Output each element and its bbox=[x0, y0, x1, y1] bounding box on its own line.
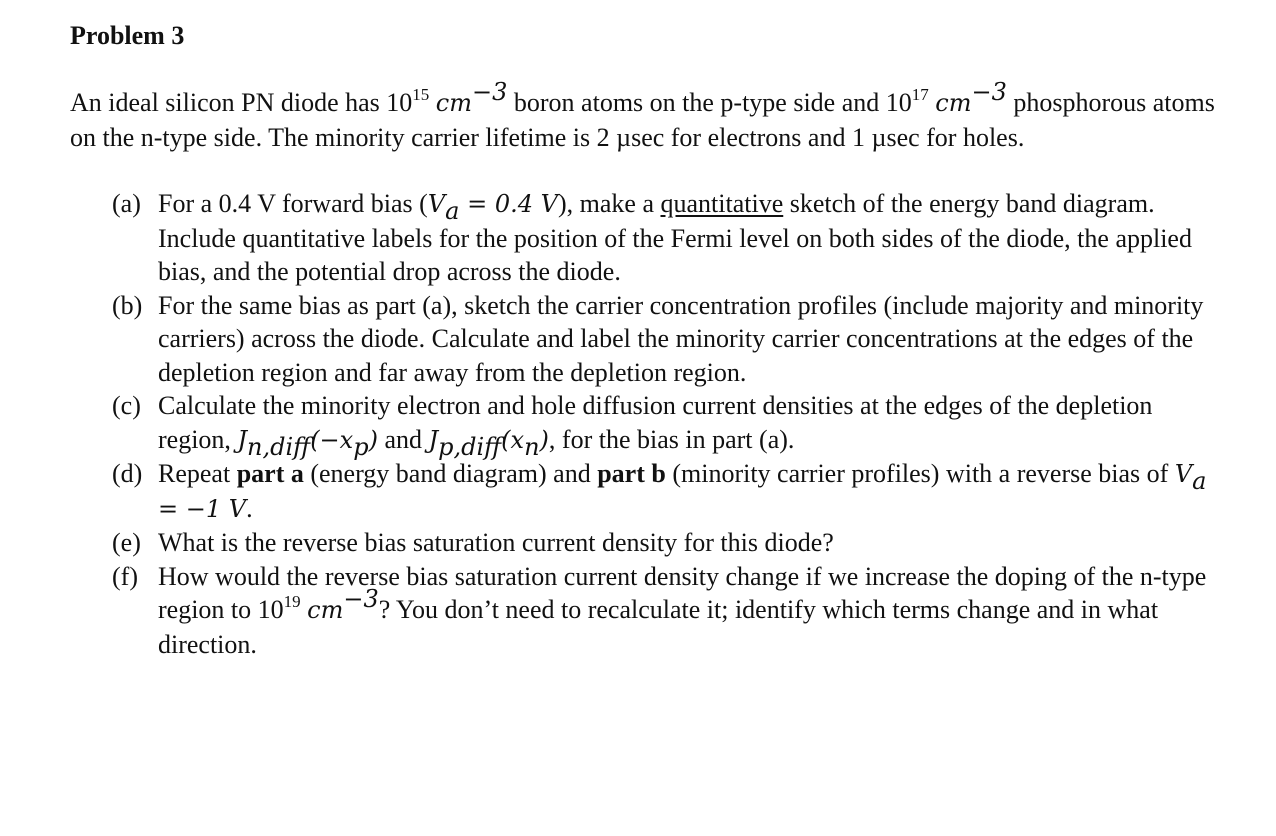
part-f-unit-base: cm bbox=[307, 596, 344, 624]
part-d-label: (d) bbox=[112, 459, 143, 488]
jp-argument: (x bbox=[501, 425, 525, 454]
part-b-label: (b) bbox=[112, 290, 143, 320]
intro-text-1: An ideal silicon PN diode has bbox=[70, 88, 387, 117]
part-d-text-3: (minority carrier profiles) with a reverse bias of bbox=[665, 459, 1175, 488]
part-e bbox=[112, 526, 1222, 560]
part-d-text-2: (energy band diagram) and bbox=[303, 459, 598, 488]
phosphorous-concentration-base: 10 bbox=[885, 88, 912, 117]
part-d-va-symbol: V bbox=[1174, 460, 1193, 488]
part-d-bold-2: part b bbox=[597, 459, 666, 488]
part-b-text: For the same bias as part (a), sketch the carrier concentration profiles (include majority and minority carriers) across the diode. Calculate and label the minority carrier concentrations at the edges of the depletion region and far away from the depletion region. bbox=[158, 290, 1204, 387]
part-a bbox=[112, 187, 1222, 289]
jp-subscript: p,diff bbox=[438, 432, 502, 461]
part-c bbox=[112, 389, 1222, 461]
problem-title: Problem 3 bbox=[70, 21, 185, 50]
part-a-text-2: ), make a bbox=[557, 189, 661, 218]
part-e-text: What is the reverse bias saturation current density for this diode? bbox=[158, 528, 834, 557]
part-a-label: (a) bbox=[112, 189, 141, 218]
part-a-va-equation: = 0.4 V bbox=[459, 190, 558, 218]
part-f bbox=[112, 560, 1222, 662]
problem-intro bbox=[70, 78, 1220, 154]
phosphorous-concentration bbox=[885, 78, 1007, 117]
part-f-label: (f) bbox=[112, 561, 138, 591]
part-f-unit-exponent: −3 bbox=[343, 585, 379, 613]
phosphorous-concentration-exponent: 17 bbox=[911, 85, 929, 104]
intro-text-3: phosphorous atoms on the n-type side. The minority carrier lifetime is 2 µsec for electrons and 1 µsec for holes. bbox=[70, 88, 1215, 152]
part-a-text-1: For a 0.4 V forward bias ( bbox=[158, 189, 428, 218]
jn-symbol: J bbox=[237, 425, 248, 454]
part-d-va-subscript: a bbox=[1192, 467, 1207, 495]
part-d-text-1: Repeat bbox=[158, 459, 237, 488]
jn-argument: (−x bbox=[310, 425, 354, 454]
part-c-text-1: Calculate the minority electron and hole diffusion current densities at the edges of the depletion region, bbox=[158, 391, 1153, 454]
phosphorous-unit-exponent: −3 bbox=[971, 78, 1007, 106]
part-a-va-subscript: a bbox=[445, 197, 460, 225]
intro-text-2: boron atoms on the p-type side and bbox=[507, 88, 886, 117]
boron-unit-base: cm bbox=[435, 89, 472, 117]
boron-unit-exponent: −3 bbox=[472, 78, 508, 106]
phosphorous-unit-base: cm bbox=[935, 89, 972, 117]
boron-concentration bbox=[386, 78, 508, 117]
jn-argument-subscript: p bbox=[353, 432, 369, 461]
part-c-and: and bbox=[377, 424, 429, 454]
jp-symbol: J bbox=[428, 425, 439, 454]
part-f-doping-base: 10 bbox=[257, 595, 284, 624]
part-c-label: (c) bbox=[112, 391, 141, 420]
part-e-label: (e) bbox=[112, 528, 141, 557]
part-d bbox=[112, 457, 1222, 526]
part-b bbox=[112, 289, 1222, 390]
jn-argument-close: ) bbox=[368, 425, 378, 454]
part-d-text-4: . bbox=[246, 493, 253, 523]
boron-concentration-exponent: 15 bbox=[412, 85, 430, 104]
part-d-va-equation: = −1 V bbox=[158, 494, 247, 523]
boron-concentration-base: 10 bbox=[386, 88, 413, 117]
jp-argument-close: ) bbox=[539, 425, 549, 454]
jn-subscript: n,diff bbox=[247, 432, 311, 461]
part-a-va-symbol: V bbox=[427, 190, 446, 218]
problem-parts-list bbox=[112, 187, 1222, 661]
part-c-text-2: , for the bias in part (a). bbox=[548, 424, 795, 454]
part-f-doping-exponent: 19 bbox=[283, 592, 301, 611]
part-a-text-3: sketch of the energy band diagram. Include quantitative labels for the position of the Fermi level on both sides of the diode, the applied bias, and the potential drop across the diode. bbox=[158, 189, 1192, 286]
part-f-text-1: How would the reverse bias saturation current density change if we increase the doping of the n-type region to bbox=[158, 561, 1207, 624]
part-a-emphasis: quantitative bbox=[660, 189, 784, 218]
part-d-bold-1: part a bbox=[236, 459, 304, 488]
jp-argument-subscript: n bbox=[524, 432, 540, 461]
part-f-text-2: ? You don’t need to recalculate it; identify which terms change and in what direction. bbox=[158, 595, 1159, 659]
